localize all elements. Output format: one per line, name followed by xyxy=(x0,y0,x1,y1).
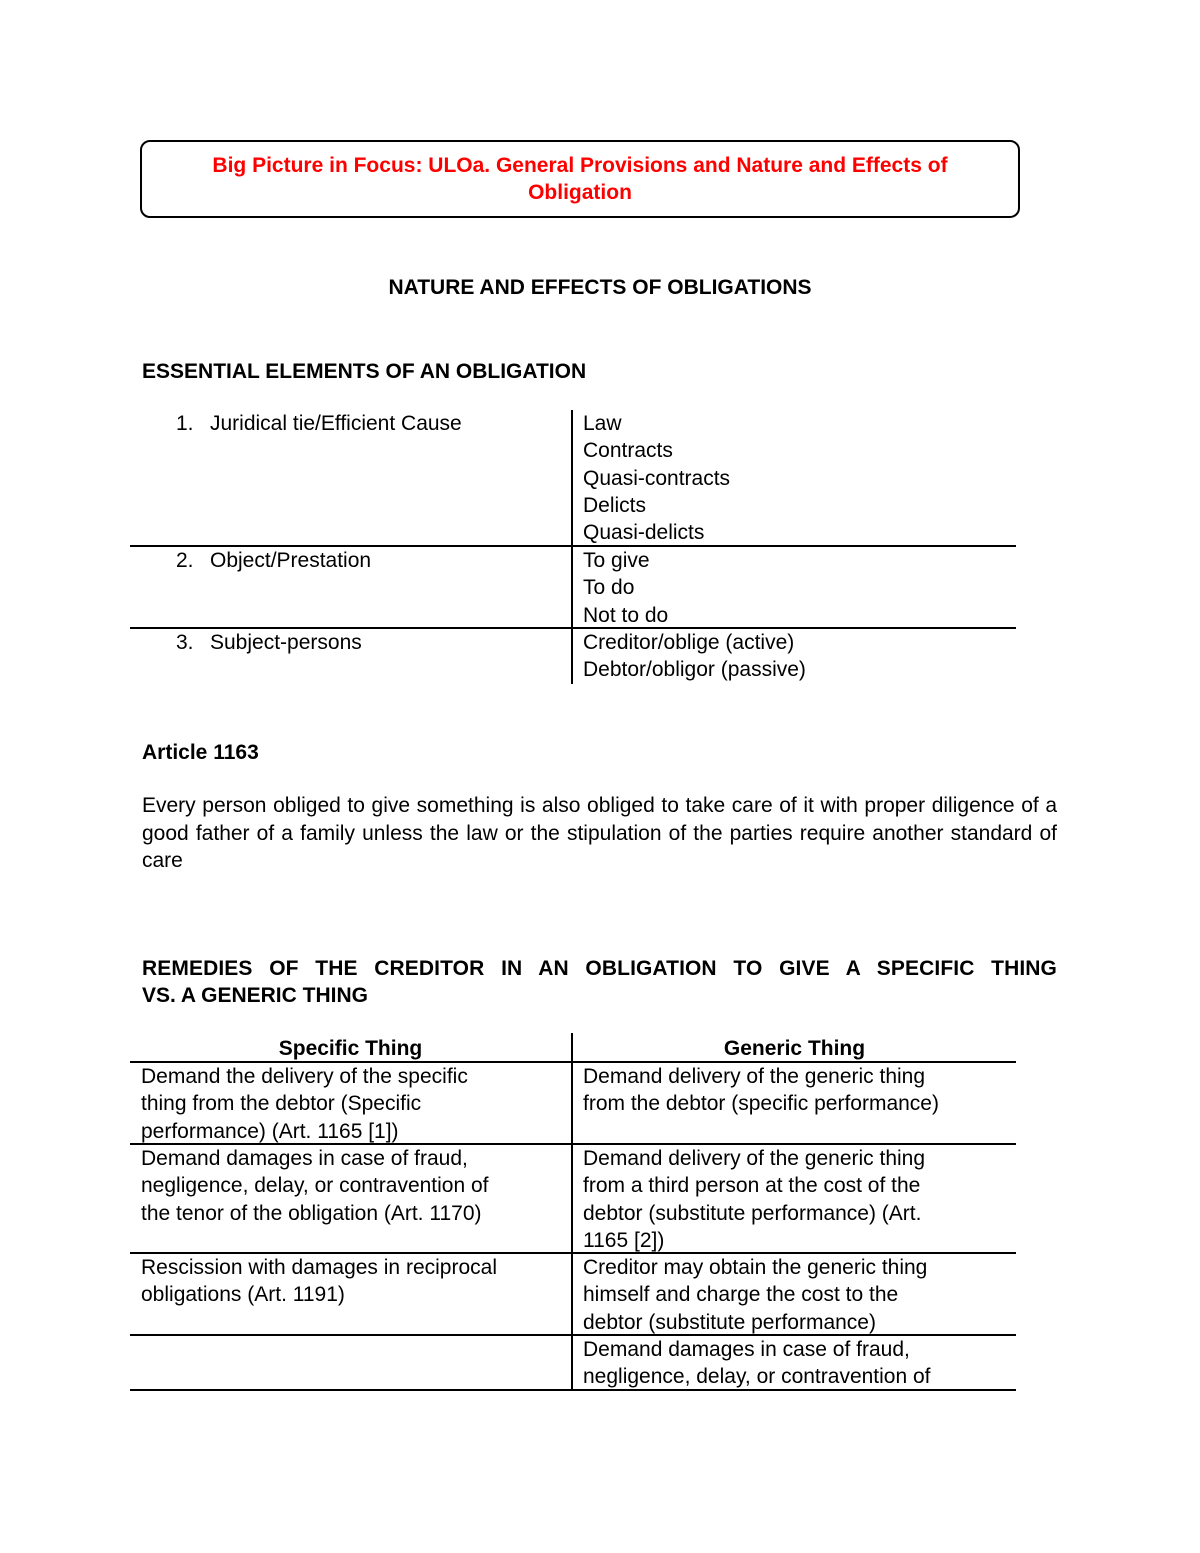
main-title: NATURE AND EFFECTS OF OBLIGATIONS xyxy=(388,276,812,299)
elements-table-divider xyxy=(571,410,573,684)
article-title: Article 1163 xyxy=(142,741,259,764)
remedies-cell-specific: Demand damages in case of fraud, negligence, delay, or contravention of the tenor of the obligation (Art. 1170) xyxy=(141,1147,489,1225)
elements-row-label: 1. Juridical tie/Efficient Cause xyxy=(176,412,462,435)
elements-row-label: 3. Subject-persons xyxy=(176,631,362,654)
column-header-generic: Generic Thing xyxy=(723,1037,866,1060)
banner-text xyxy=(212,152,947,206)
remedies-cell-generic: Creditor may obtain the generic thing himself and charge the cost to the debtor (substitute performance) xyxy=(583,1256,928,1334)
remedies-cell-generic: Demand delivery of the generic thing from the debtor (specific performance) xyxy=(583,1065,939,1116)
elements-heading: ESSENTIAL ELEMENTS OF AN OBLIGATION xyxy=(142,360,587,383)
remedies-heading-line-2: VS. A GENERIC THING xyxy=(142,984,368,1007)
banner-line-2: Obligation xyxy=(528,181,632,204)
remedies-table-divider xyxy=(571,1033,573,1391)
remedies-heading-line-1: REMEDIES OF THE CREDITOR IN AN OBLIGATION TO GIVE A SPECIFIC THING xyxy=(142,957,1057,980)
remedies-cell-generic: Demand damages in case of fraud, negligence, delay, or contravention of xyxy=(583,1338,931,1389)
topic-banner xyxy=(140,140,1020,218)
elements-row-label: 2. Object/Prestation xyxy=(176,549,372,572)
remedies-cell-specific: Demand the delivery of the specific thing from the debtor (Specific performance) (Art. 1165 [1]) xyxy=(141,1065,468,1143)
elements-row-items: Creditor/oblige (active) Debtor/obligor (passive) xyxy=(583,631,806,682)
remedies-cell-generic: Demand delivery of the generic thing from a third person at the cost of the debtor (substitute performance) (Art. 1165 [2]) xyxy=(583,1147,926,1252)
remedies-cell-specific: Rescission with damages in reciprocal obligations (Art. 1191) xyxy=(141,1256,497,1307)
column-header-specific: Specific Thing xyxy=(278,1037,423,1060)
elements-row-items: To give To do Not to do xyxy=(583,549,669,627)
banner-line-1: Big Picture in Focus: ULOa. General Provisions and Nature and Effects of xyxy=(212,154,948,177)
article-text: Every person obliged to give something is also obliged to take care of it with proper diligence of a good father of a family unless the law or the stipulation of the parties require another standard of care xyxy=(142,794,1057,872)
elements-row-items: Law Contracts Quasi-contracts Delicts Quasi-delicts xyxy=(583,412,731,545)
